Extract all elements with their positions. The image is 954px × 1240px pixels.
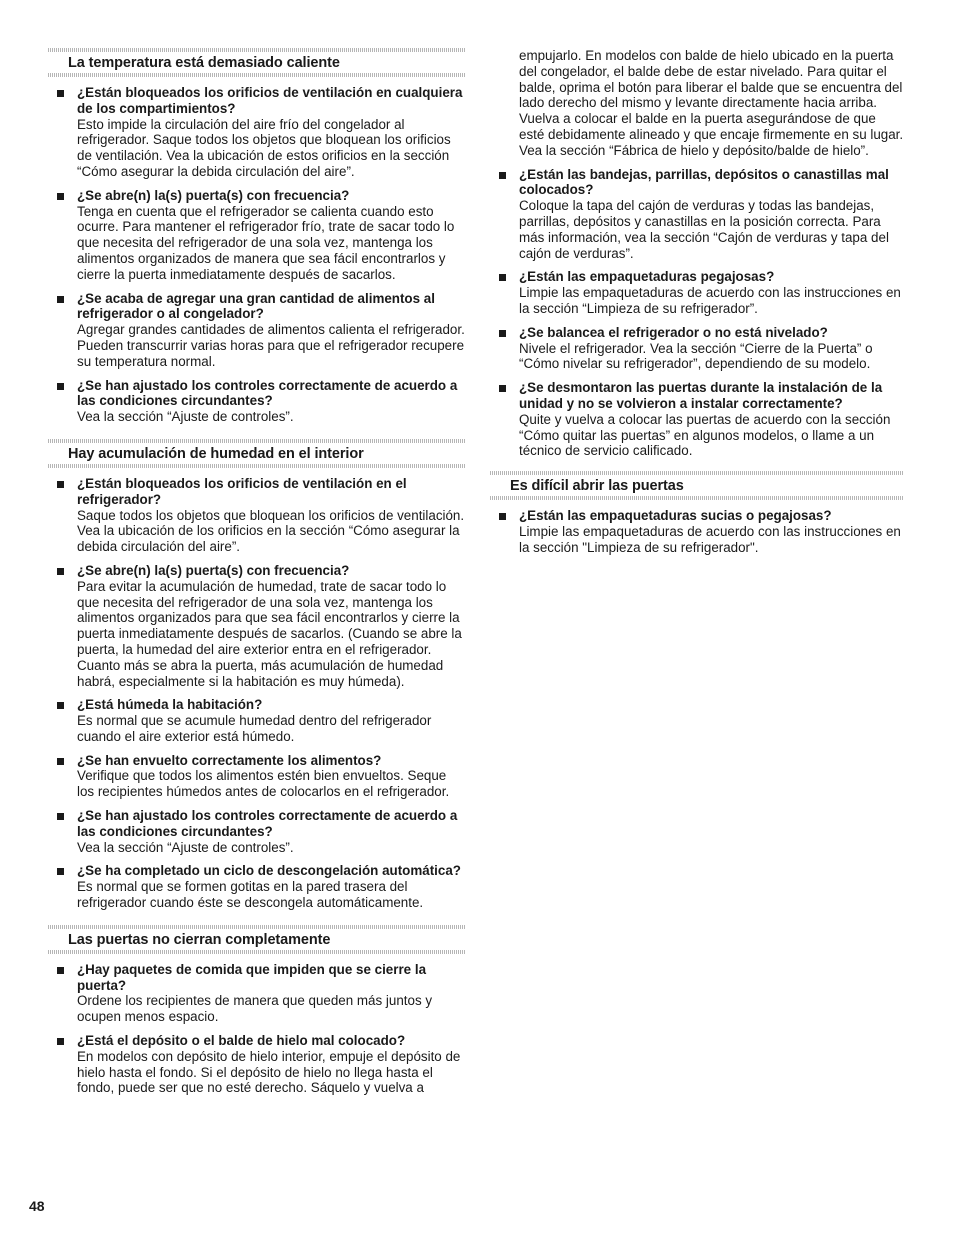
- item-question: ¿Se han envuelto correctamente los alimentos?: [77, 752, 382, 768]
- item-answer: Limpie las empaquetaduras de acuerdo con las instrucciones en la sección "Limpieza de su refrigerador".: [519, 523, 901, 555]
- bullet-icon: [57, 868, 64, 875]
- section-title: Es difícil abrir las puertas: [510, 478, 684, 495]
- section-humidity-buildup: [48, 439, 466, 911]
- left-column: [48, 48, 466, 1110]
- list-item: [48, 1033, 466, 1096]
- item-question: ¿Se abre(n) la(s) puerta(s) con frecuencia?: [77, 187, 350, 203]
- bullet-icon: [57, 383, 64, 390]
- item-answer: Agregar grandes cantidades de alimentos calienta el refrigerador. Pueden transcurrir varias horas para que el refrigerador recupere su temperatura normal.: [77, 322, 465, 369]
- section-title: Las puertas no cierran completamente: [68, 931, 331, 948]
- item-answer: En modelos con depósito de hielo interior, empuje el depósito de hielo hasta el fondo. Si el depósito de hielo no llega hasta el fondo, puede ser que no esté derecho. Sáquelo y vuelva a: [77, 1048, 461, 1096]
- list-item: [48, 188, 466, 283]
- item-answer: Ordene los recipientes de manera que queden más juntos y ocupen menos espacio.: [77, 993, 433, 1025]
- list-item: [48, 291, 466, 370]
- list-item: [490, 508, 904, 555]
- bullet-icon: [57, 481, 64, 488]
- item-question: ¿Hay paquetes de comida que impiden que se cierre la puerta?: [77, 961, 427, 993]
- item-question: ¿Están bloqueados los orificios de ventilación en el refrigerador?: [77, 475, 407, 507]
- bullet-icon: [57, 702, 64, 709]
- bullet-icon: [57, 758, 64, 765]
- item-question: ¿Se han ajustado los controles correctamente de acuerdo a las condiciones circundantes?: [77, 377, 458, 409]
- bullet-icon: [57, 967, 64, 974]
- list-item: [48, 563, 466, 689]
- section-title: La temperatura está demasiado caliente: [68, 55, 340, 71]
- list-item: [48, 697, 466, 744]
- section-header: [48, 439, 466, 468]
- item-answer: Nivele el refrigerador. Vea la sección “Cierre de la Puerta” o “Cómo nivelar su refrigerador”, dependiendo de su modelo.: [519, 340, 873, 372]
- item-question: ¿Se acaba de agregar una gran cantidad de alimentos al refrigerador o al congelador?: [77, 290, 435, 322]
- bullet-icon: [57, 568, 64, 575]
- section-rule-bottom: [48, 464, 466, 468]
- list-item: [48, 85, 466, 180]
- right-column: [490, 48, 904, 570]
- item-list: [490, 167, 904, 460]
- list-item: [48, 962, 466, 1025]
- section-title: Hay acumulación de humedad en el interior: [68, 445, 364, 462]
- item-answer: Esto impide la circulación del aire frío del congelador al refrigerador. Saque todos los objetos que bloquean los orificios de ventilación. Vea la ubicación de estos orificios en la sección “Cómo asegurar la debida circulación del aire”.: [77, 116, 451, 179]
- item-list: [48, 476, 466, 911]
- item-list: [48, 962, 466, 1096]
- list-item: [48, 808, 466, 855]
- section-rule-bottom: [490, 496, 904, 500]
- item-question: ¿Están las bandejas, parrillas, depósitos o canastillas mal colocados?: [519, 166, 889, 198]
- list-item: [48, 476, 466, 555]
- item-answer: Para evitar la acumulación de humedad, trate de sacar todo lo que necesita del refrigerador de una sola vez, mantenga los alimentos organizados para que sea fácil encontrarlos y cierre la puerta inmediatamente después de sacarlos. (Cuando se abre la puerta, la humedad del aire exterior entra en el refrigerador. Cuanto más se abra la puerta, más acumulación de humedad habrá, especialmente si la habitación es muy húmeda).: [77, 578, 462, 689]
- bullet-icon: [57, 1038, 64, 1045]
- bullet-icon: [57, 296, 64, 303]
- item-question: ¿Se balancea el refrigerador o no está nivelado?: [519, 324, 828, 340]
- section-doors-not-closing: [48, 925, 466, 1096]
- item-question: ¿Está húmeda la habitación?: [77, 697, 263, 713]
- item-answer: Es normal que se formen gotitas en la pared trasera del refrigerador cuando éste se descongela automáticamente.: [77, 879, 424, 911]
- item-answer: Vea la sección “Ajuste de controles”.: [77, 409, 294, 425]
- section-header: [490, 471, 904, 500]
- continued-text: empujarlo. En modelos con balde de hielo ubicado en la puerta del congelador, el balde debe de estar nivelado. Para quitar el balde, oprima el botón para liberar el balde que se encuentra del lado derecho del mismo y levante directamente hacia arriba. Vuelva a colocar el balde en la puerta asegurándose de que esté debidamente alineado y que encaje firmemente en su lugar. Vea la sección “Fábrica de hielo y depósito/balde de hielo”.: [519, 48, 904, 158]
- bullet-icon: [499, 513, 506, 520]
- item-answer: Coloque la tapa del cajón de verduras y todas las bandejas, parrillas, depósitos y canastillas en la posición correcta. Para más información, vea la sección “Cajón de verduras y tapa del cajón de verduras”.: [519, 198, 889, 261]
- item-answer: Quite y vuelva a colocar las puertas de acuerdo con la sección “Cómo quitar las puertas” en algunos modelos, o llame a un técnico de servicio calificado.: [519, 411, 891, 459]
- section-rule-bottom: [48, 950, 466, 954]
- item-answer: Es normal que se acumule humedad dentro del refrigerador cuando el aire exterior está húmedo.: [77, 713, 432, 744]
- page-number: 48: [29, 1198, 45, 1214]
- item-question: ¿Se desmontaron las puertas durante la instalación de la unidad y no se volvieron a instalar correctamente?: [519, 380, 883, 411]
- section-temperature-too-warm: [48, 48, 466, 425]
- item-answer: Verifique que todos los alimentos estén bien envueltos. Seque los recipientes húmedos antes de colocarlos en el refrigerador.: [77, 768, 450, 800]
- item-question: ¿Están bloqueados los orificios de ventilación en cualquiera de los compartimientos?: [77, 85, 463, 116]
- item-answer: Vea la sección “Ajuste de controles”.: [77, 839, 294, 855]
- list-item: [490, 167, 904, 262]
- bullet-icon: [499, 274, 506, 281]
- list-item: [490, 269, 904, 316]
- section-doors-hard-to-open: [490, 471, 904, 555]
- item-question: ¿Se abre(n) la(s) puerta(s) con frecuencia?: [77, 562, 350, 578]
- item-answer: Limpie las empaquetaduras de acuerdo con las instrucciones en la sección “Limpieza de su refrigerador”.: [519, 285, 901, 316]
- list-item: [48, 863, 466, 910]
- item-answer: Saque todos los objetos que bloquean los orificios de ventilación. Vea la ubicación de los orificios en la sección “Cómo asegurar la debida circulación del aire”.: [77, 507, 465, 555]
- list-item: [490, 380, 904, 459]
- item-answer: Tenga en cuenta que el refrigerador se calienta cuando esto ocurre. Para mantener el refrigerador frío, trate de sacar todo lo que necesita del refrigerador de una sola vez, mantenga los alimentos organizados de manera que sea fácil encontrarlos y cierre la puerta inmediatamente después de sacarlos.: [77, 203, 455, 282]
- bullet-icon: [57, 813, 64, 820]
- list-item: [48, 753, 466, 800]
- bullet-icon: [57, 193, 64, 200]
- bullet-icon: [499, 385, 506, 392]
- section-header: [48, 925, 466, 954]
- section-rule-bottom: [48, 73, 466, 77]
- section-header: [48, 48, 466, 77]
- bullet-icon: [499, 172, 506, 179]
- bullet-icon: [499, 330, 506, 337]
- item-question: ¿Se ha completado un ciclo de descongelación automática?: [77, 863, 461, 879]
- item-list: [490, 508, 904, 555]
- bullet-icon: [57, 90, 64, 97]
- item-question: ¿Están las empaquetaduras sucias o pegajosas?: [519, 508, 832, 524]
- item-question: ¿Se han ajustado los controles correctamente de acuerdo a las condiciones circundantes?: [77, 808, 458, 839]
- item-list: [48, 85, 466, 425]
- list-item: [48, 378, 466, 425]
- list-item: [490, 325, 904, 372]
- item-question: ¿Están las empaquetaduras pegajosas?: [519, 269, 775, 285]
- item-question: ¿Está el depósito o el balde de hielo mal colocado?: [77, 1033, 406, 1049]
